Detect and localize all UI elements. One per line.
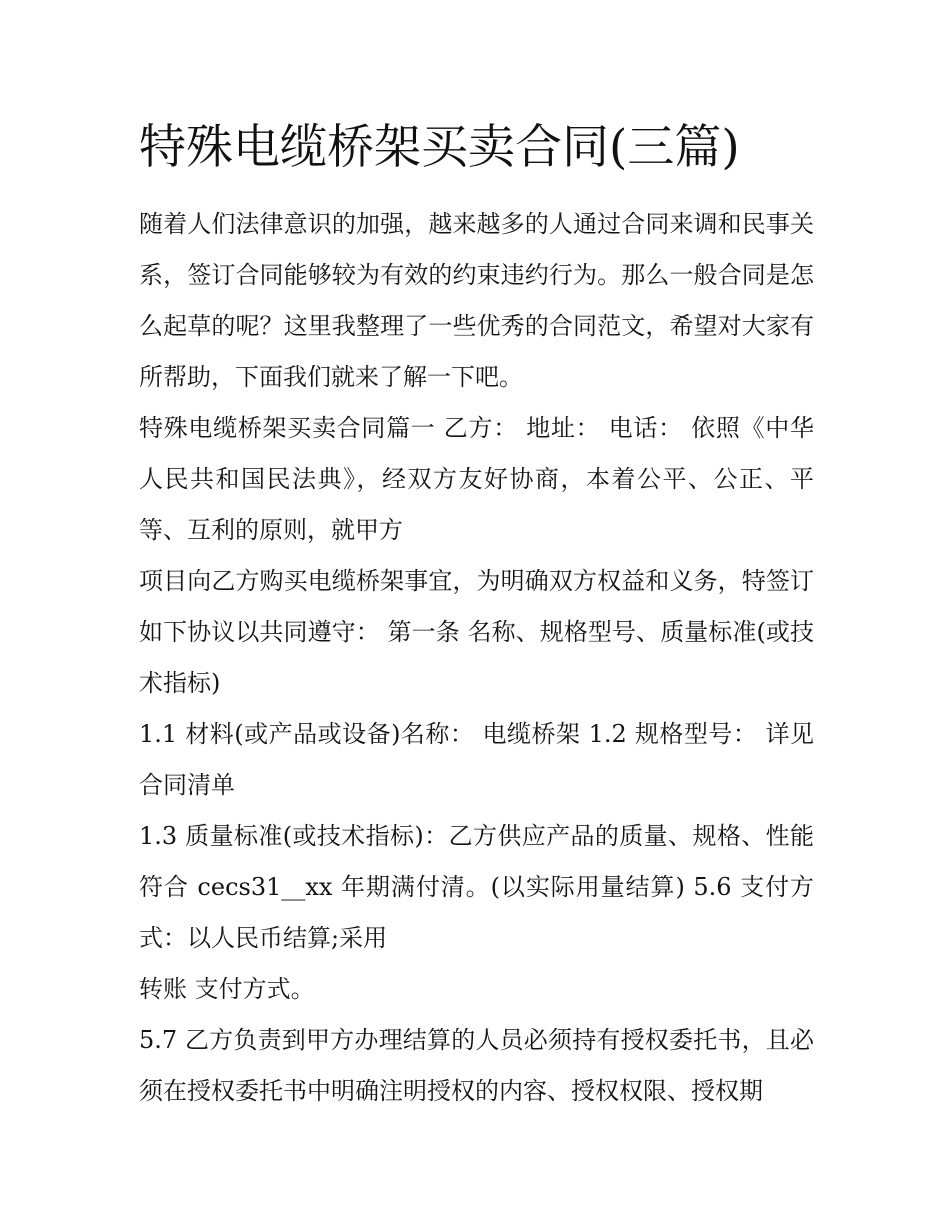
paragraph-payment-method: 转账 支付方式。 xyxy=(139,975,315,1003)
paragraph-quality-standard: 1.3 质量标准(或技术指标)：乙方供应产品的质量、规格、性能符合 cecs31__xx 年期满付清。(以实际用量结算) 5.6 支付方式：以人民币结算;采用 xyxy=(139,822,814,952)
paragraph-settlement-authorization: 5.7 乙方负责到甲方办理结算的人员必须持有授权委托书，且必须在授权委托书中明确注明授权的内容、授权权限、授权期 xyxy=(139,1026,814,1105)
document-title: 特殊电缆桥架买卖合同(三篇) xyxy=(139,120,740,175)
paragraph-contract-parties: 特殊电缆桥架买卖合同篇一 乙方： 地址： 电话： 依照《中华人民共和国民法典》，经双方友好协商，本着公平、公正、平等、互利的原则，就甲方 xyxy=(139,414,814,544)
document-body xyxy=(139,199,814,1117)
paragraph-purchase-purpose: 项目向乙方购买电缆桥架事宜，为明确双方权益和义务，特签订如下协议以共同遵守： 第一条 名称、规格型号、质量标准(或技术指标) xyxy=(139,567,814,697)
paragraph-intro: 随着人们法律意识的加强，越来越多的人通过合同来调和民事关系，签订合同能够较为有效的约束违约行为。那么一般合同是怎么起草的呢？这里我整理了一些优秀的合同范文，希望对大家有所帮助，下面我们就来了解一下吧。 xyxy=(139,210,814,391)
paragraph-material-name: 1.1 材料(或产品或设备)名称： 电缆桥架 1.2 规格型号： 详见合同清单 xyxy=(139,720,814,799)
